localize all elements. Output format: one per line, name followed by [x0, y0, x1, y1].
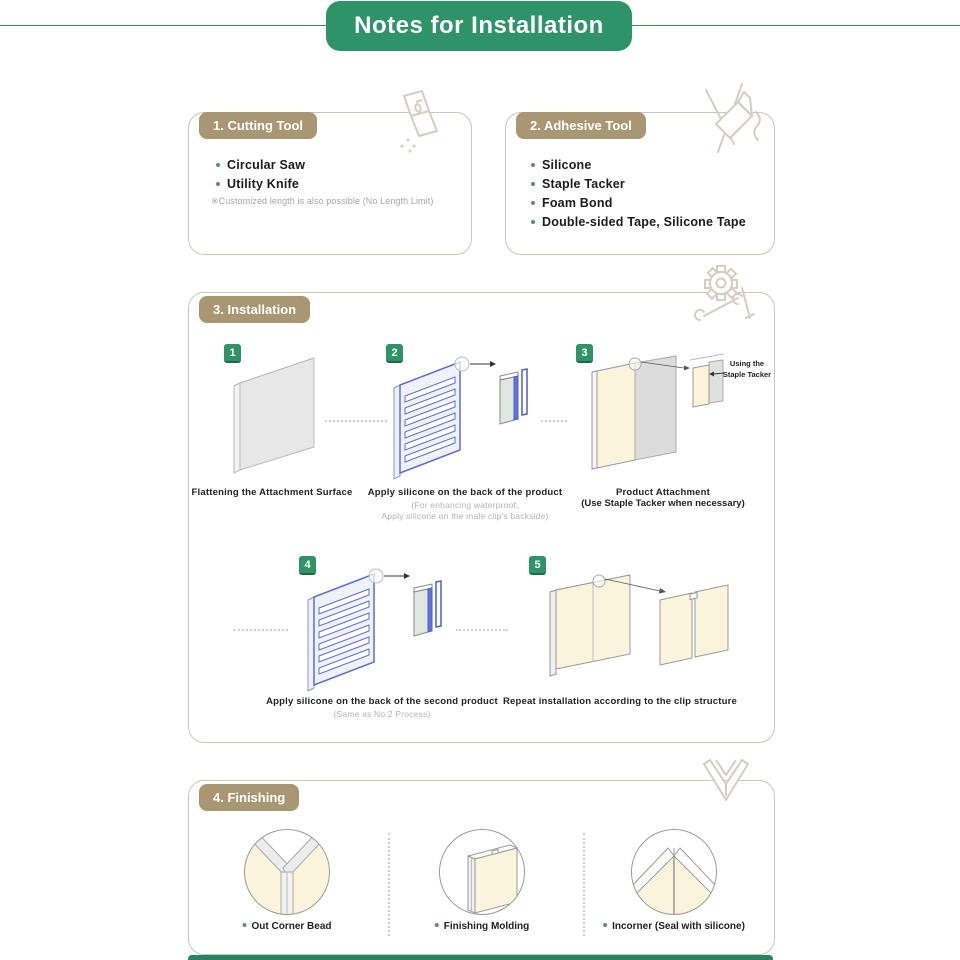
step-number-badge: [529, 556, 546, 575]
step-subtext-bold: (Use Staple Tacker when necessary): [581, 498, 745, 509]
step-caption: Apply silicone on the back of the second product: [266, 696, 498, 707]
finishing-item-text: Finishing Molding: [443, 921, 530, 932]
cutting-tool-label: [199, 112, 317, 139]
step-caption: Repeat installation according to the clip structure: [502, 696, 738, 707]
list-item: [531, 158, 746, 172]
bullet-dot-icon: [603, 923, 607, 927]
dotted-separator: [456, 629, 508, 631]
bullet-dot-icon: [435, 923, 439, 927]
step-caption: Apply silicone on the back of the product: [367, 487, 563, 498]
installation-label: [199, 296, 310, 323]
adhesive-tool-label-text: 2. Adhesive Tool: [530, 118, 632, 133]
dotted-divider: [583, 833, 585, 936]
bullet-dot-icon: [531, 220, 535, 224]
cutting-tool-label-text: 1. Cutting Tool: [213, 118, 304, 133]
page-title: Notes for Installation: [354, 12, 604, 39]
list-item-text: Silicone: [542, 158, 592, 172]
finishing-label-text: 4. Finishing: [213, 790, 286, 805]
step-number: 4: [304, 558, 311, 571]
finishing-item-caption: [603, 921, 745, 932]
bullet-dot-icon: [531, 201, 535, 205]
step-number-badge: [386, 344, 403, 363]
list-item: [531, 215, 746, 229]
page-title-badge: [326, 1, 632, 51]
step-annotation: Using the Staple Tacker: [722, 359, 772, 380]
dotted-separator: [233, 629, 288, 631]
step-number-badge: [299, 556, 316, 575]
step-number: 5: [534, 558, 541, 571]
step-number: 2: [391, 346, 398, 359]
finishing-item-text: Incorner (Seal with silicone): [612, 921, 745, 932]
adhesive-tool-list: [531, 158, 746, 234]
step-caption: Flattening the Attachment Surface: [191, 487, 353, 498]
gear-wrench-icon: [690, 262, 760, 324]
cutting-tool-list: [211, 158, 434, 207]
bullet-dot-icon: [531, 182, 535, 186]
step-caption: Product Attachment: [615, 487, 711, 498]
cutting-note: ※Customized length is also possible (No Length Limit): [211, 196, 434, 206]
dotted-separator: [541, 420, 567, 422]
out-corner-bead-diagram: [243, 828, 331, 916]
incorner-diagram: [630, 828, 718, 916]
silicone-gun-icon: [698, 82, 776, 164]
step-number: 1: [229, 346, 236, 359]
corner-molding-icon: [702, 756, 758, 810]
finishing-molding-diagram: [438, 828, 526, 916]
bullet-dot-icon: [216, 163, 220, 167]
wall-panel-diagram: [226, 352, 321, 474]
dotted-divider: [388, 833, 390, 936]
finishing-item-text: Out Corner Bead: [251, 921, 332, 932]
list-item-text: Double-sided Tape, Silicone Tape: [542, 215, 746, 229]
list-item: [531, 196, 746, 210]
adhesive-tool-label: [516, 112, 646, 139]
list-item-text: Circular Saw: [227, 158, 306, 172]
step-number: 3: [581, 346, 588, 359]
silicone-application-diagram: [388, 350, 538, 482]
footer-bar: [188, 955, 773, 960]
finishing-label: [199, 784, 299, 811]
bullet-dot-icon: [242, 923, 246, 927]
list-item-text: Utility Knife: [227, 177, 300, 191]
step-subtext: (Same as No.2 Process): [333, 709, 431, 719]
list-item: [216, 177, 433, 191]
step-subtext: Apply silicone on the male clip's backside): [381, 511, 549, 521]
product-attachment-diagram: [578, 346, 726, 486]
list-item-text: Staple Tacker: [542, 177, 625, 191]
list-item-text: Foam Bond: [542, 196, 613, 210]
finishing-item-caption: [435, 921, 530, 932]
list-item: [216, 158, 433, 172]
silicone-application-diagram: [302, 562, 452, 694]
step-number-badge: [224, 344, 241, 363]
installation-label-text: 3. Installation: [213, 302, 297, 317]
bullet-dot-icon: [216, 182, 220, 186]
step-subtext: (For enhancing waterproof,: [411, 500, 519, 510]
list-item: [531, 177, 746, 191]
utility-knife-icon: [366, 90, 446, 154]
bullet-dot-icon: [531, 163, 535, 167]
step-number-badge: [576, 344, 593, 363]
repeat-installation-diagram: [542, 562, 732, 684]
finishing-item-caption: [242, 921, 331, 932]
dotted-separator: [325, 420, 387, 422]
